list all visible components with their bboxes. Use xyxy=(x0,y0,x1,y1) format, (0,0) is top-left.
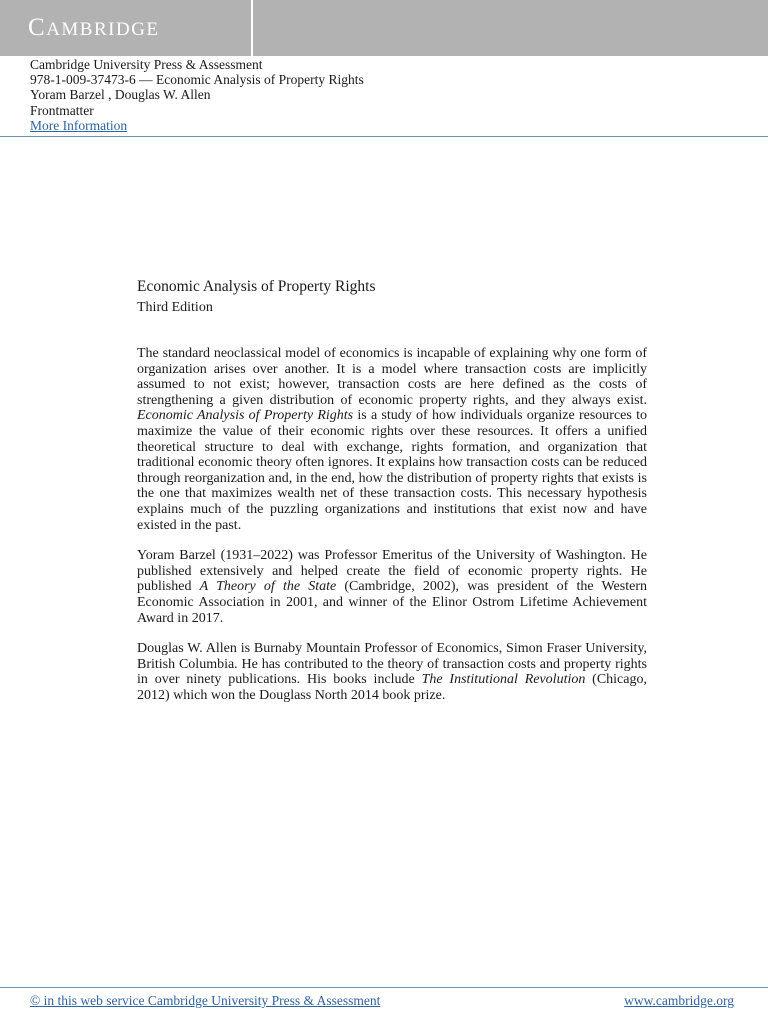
footer-rule xyxy=(0,987,768,988)
page-content xyxy=(137,277,647,703)
book-description-paragraph xyxy=(137,346,647,533)
authors-line: Yoram Barzel , Douglas W. Allen xyxy=(30,87,211,103)
cambridge-logo xyxy=(28,13,160,45)
barzel-bio-text-1: Yoram Barzel (1931–2022) was Professor Emeritus of the University of Washington. He published extensively and helped create the field of economic property rights. He published xyxy=(137,548,647,595)
section-line: Frontmatter xyxy=(30,102,94,118)
banner-divider xyxy=(251,0,253,56)
logo-initial: C xyxy=(28,14,47,41)
barzel-bio-text-2: (Cambridge, 2002), was president of the Western Economic Association in 2001, and winner of the Elinor Ostrom Lifetime Achievement Award in 2017. xyxy=(137,579,647,626)
edition-label: Third Edition xyxy=(137,300,213,315)
description-book-title: Economic Analysis of Property Rights xyxy=(137,408,354,424)
barzel-bio-paragraph xyxy=(137,548,647,626)
publisher-line: Cambridge University Press & Assessment xyxy=(30,57,263,72)
more-information-link[interactable]: More Information xyxy=(30,117,128,133)
book-title: Economic Analysis of Property Rights xyxy=(137,278,376,295)
isbn-title-line: 978-1-009-37473-6 — Economic Analysis of Property Rights xyxy=(30,72,364,88)
allen-book-title: The Institutional Revolution xyxy=(421,672,586,688)
description-text-1: The standard neoclassical model of economics is incapable of explaining why one form of organization arises over another. It is a model where transaction costs are implicitly assumed to not exist; however, transaction costs are here defined as the costs of strengthening a given distribution of economic property rights, and they always exist. xyxy=(137,346,647,408)
description-text-2: is a study of how individuals organize resources to maximize the value of their economic rights over these resources. It offers a unified theoretical structure to deal with exchange, rights formation, and organization that traditional economic theory often ignores. It explains how transaction costs can be reduced through reorganization and, in the end, how the distribution of property rights that exists is the one that maximizes wealth net of these transaction costs. This necessary hypothesis explains much of the puzzling organizations and institutions that exist now and have existed in the past. xyxy=(137,408,647,533)
cambridge-banner xyxy=(0,0,768,56)
allen-bio-text-1: Douglas W. Allen is Burnaby Mountain Professor of Economics, Simon Fraser University, British Columbia. He has contributed to the theory of transaction costs and property rights in over ninety publications. His books include xyxy=(137,641,647,688)
logo-rest: AMBRIDGE xyxy=(46,19,160,40)
barzel-book-title: A Theory of the State xyxy=(199,579,337,595)
book-metadata xyxy=(30,57,364,133)
copyright-link[interactable]: © in this web service Cambridge University Press & Assessment xyxy=(30,993,381,1008)
allen-bio-paragraph xyxy=(137,641,647,703)
header-rule xyxy=(0,136,768,137)
allen-bio-text-2: (Chicago, 2012) which won the Douglass North 2014 book prize. xyxy=(137,672,647,703)
cambridge-website-link[interactable]: www.cambridge.org xyxy=(624,993,734,1008)
